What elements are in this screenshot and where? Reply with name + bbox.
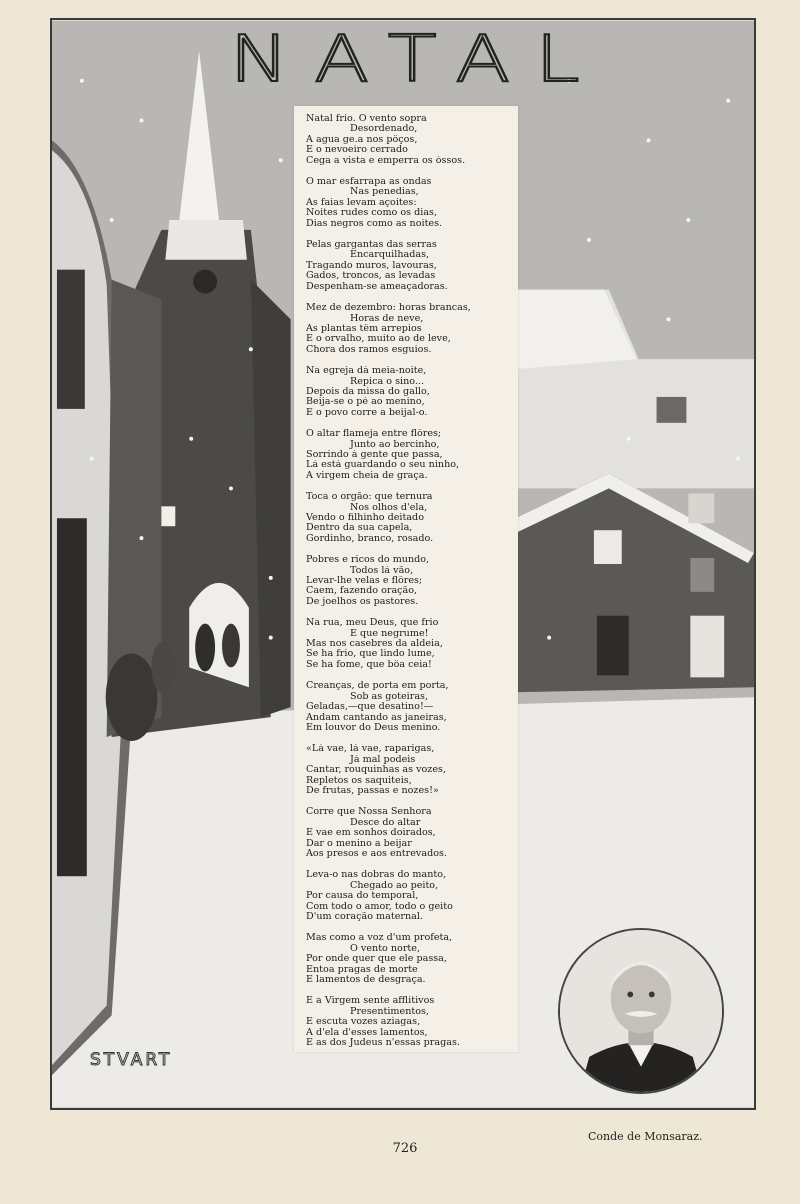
page-number: 726 <box>392 1141 418 1156</box>
poem-line: Cega a vista e emperra os óssos. <box>306 155 466 166</box>
poem-line: Corre que Nossa Senhora <box>306 807 432 818</box>
poem-line: A virgem cheia de graça. <box>306 470 428 481</box>
poem-line: Aos presos e aos entrevados. <box>306 848 447 859</box>
poem-line: Em louvor do Deus menino. <box>306 722 441 733</box>
poem-line: Por causa do temporal, <box>306 891 419 902</box>
illustrator-signature: STVART <box>90 1050 173 1070</box>
poem-stanza <box>306 681 508 733</box>
poem-line: Sob as goteiras, <box>350 691 429 702</box>
poem-line: Mez de dezembro: horas brancas, <box>306 303 471 314</box>
poem-line: E o nevoeiro cerrado <box>306 145 408 156</box>
poem-line: Desordenado, <box>350 124 418 135</box>
poem-stanza <box>306 618 508 670</box>
poem-line: Presentimentos, <box>350 1006 429 1017</box>
poem-line: Mas nos casebres da aldeia, <box>306 639 443 650</box>
poem-stanza <box>306 240 508 292</box>
poem-line: Leva-o nas dobras do manto, <box>306 870 447 881</box>
poem-line: Natal frio. O vento sopra <box>306 114 427 124</box>
poem-line: Nas penedias, <box>350 187 419 198</box>
poem-stanza <box>306 744 508 796</box>
poem-line: Lá está guardando o seu ninho, <box>306 460 460 471</box>
poem-line: Na egreja dá meia-noite, <box>306 366 427 377</box>
poem-line: O altar flameja entre flôres; <box>306 429 442 440</box>
poem-line: Levar-lhe velas e flôres; <box>306 576 423 587</box>
poem-line: Encarquilhadas, <box>350 250 430 261</box>
poem-line: Caem, fazendo oração, <box>306 586 418 597</box>
poem-line: E a Virgem sente afflitivos <box>306 996 435 1007</box>
poem-stanza <box>306 933 508 985</box>
poem-line: A d'ela d'esses lamentos, <box>306 1027 428 1038</box>
poem-stanza <box>306 429 508 481</box>
poem-line: Pelas gargantas das serras <box>306 240 437 251</box>
poem-stanza <box>306 807 508 859</box>
poem-line: Noites rudes como os dias, <box>306 208 438 219</box>
poem-line: Toca o orgão: que ternura <box>306 492 433 503</box>
poem-line: Dentro da sua capela, <box>306 523 413 534</box>
poem-line: Beija-se o pé ao menino, <box>306 397 425 408</box>
poem-line: O vento norte, <box>350 943 420 954</box>
poem-line: E escuta vozes aziagas, <box>306 1017 421 1028</box>
poem-line: Vendo o filhinho deitado <box>306 513 424 523</box>
poem-line: Na rua, meu Deus, que frio <box>306 618 439 629</box>
poem-line: «Lá vae, lá vae, raparigas, <box>306 744 435 755</box>
poem-line: Gordinho, branco, rosado. <box>306 533 434 544</box>
author-portrait <box>558 928 724 1094</box>
poem-line: Chegado ao peito, <box>350 880 439 891</box>
poem-line: E o orvalho, muito ao de leve, <box>306 334 451 345</box>
poem-line: Sorrindo á gente que passa, <box>306 449 443 460</box>
poem-line: Depois da missa do gallo, <box>306 386 430 397</box>
poem-line: Creanças, de porta em porta, <box>306 681 449 692</box>
poem-line: E as dos Judeus n'essas pragas. <box>306 1038 460 1049</box>
illustration-frame <box>50 18 756 1110</box>
poem-line: O mar esfarrapa as ondas <box>306 177 432 188</box>
poem-line: A agua ge.a nos pôços, <box>306 134 418 145</box>
portrait-caption: Conde de Monsaraz. <box>588 1130 703 1143</box>
poem-line: Chora dos ramos esguios. <box>306 344 432 355</box>
poem-stanza <box>306 996 508 1048</box>
poem-line: E que negrume! <box>350 628 429 639</box>
poem-line: Já mal podeis <box>350 754 416 765</box>
poem-line: Mas como a voz d'um profeta, <box>306 933 453 944</box>
poem-line: Todos lá vão, <box>350 565 414 576</box>
poem-line: Se ha frio, que lindo lume, <box>306 649 435 660</box>
poem-line: Horas de neve, <box>350 313 424 324</box>
poem-line: Repletos os saquiteis, <box>306 775 412 786</box>
poem-line: E lamentos de desgraça. <box>306 975 426 986</box>
poem-line: Cantar, rouquinhas as vozes, <box>306 765 447 776</box>
poem-line: Desce do altar <box>350 817 421 828</box>
poem-line: Despenham-se ameaçadoras. <box>306 281 448 292</box>
poem-stanza <box>306 177 508 229</box>
poem-stanza <box>306 492 508 544</box>
poem-line: Tragando muros, lavouras, <box>306 260 437 271</box>
poem-text-panel <box>294 106 518 1052</box>
poem-stanza <box>306 114 508 166</box>
poem-line: Com todo o amor, todo o geito <box>306 901 453 912</box>
poem-title: NATAL <box>229 23 605 97</box>
poem-line: Nos olhos d'ela, <box>350 502 428 513</box>
poem-line: Repica o sino... <box>350 376 425 387</box>
poem-stanza <box>306 366 508 418</box>
poem-line: Pobres e ricos do mundo, <box>306 555 430 566</box>
poem-line: Entoa pragas de morte <box>306 964 418 975</box>
poem-stanza <box>306 555 508 607</box>
poem-line: Junto ao bercinho, <box>350 439 440 450</box>
poem-line: De joelhos os pastores. <box>306 596 419 607</box>
poem-stanza <box>306 870 508 922</box>
poem-line: Se ha fome, que bôa ceia! <box>306 659 432 670</box>
poem-line: D'um coração maternal. <box>306 912 423 922</box>
poem-line: Dias negros como as noites. <box>306 218 443 229</box>
poem-line: Geladas,—que desatino!— <box>306 702 434 713</box>
poem-line: Andam cantando as janeiras, <box>306 712 447 723</box>
poem-line: Dar o menino a beijar <box>306 838 412 849</box>
poem-line: Por onde quer que ele passa, <box>306 954 447 965</box>
poem-line: As faias levam açoites: <box>306 197 417 208</box>
poem-line: De frutas, passas e nozes!» <box>306 785 439 796</box>
poem-line: As plantas têm arrepios <box>306 323 422 334</box>
poem-line: E vae em sonhos doirados, <box>306 828 436 839</box>
poem-line: Gados, troncos, as levadas <box>306 271 436 282</box>
poem-line: E o povo corre a beijal-o. <box>306 407 428 418</box>
poem-stanza <box>306 303 508 355</box>
